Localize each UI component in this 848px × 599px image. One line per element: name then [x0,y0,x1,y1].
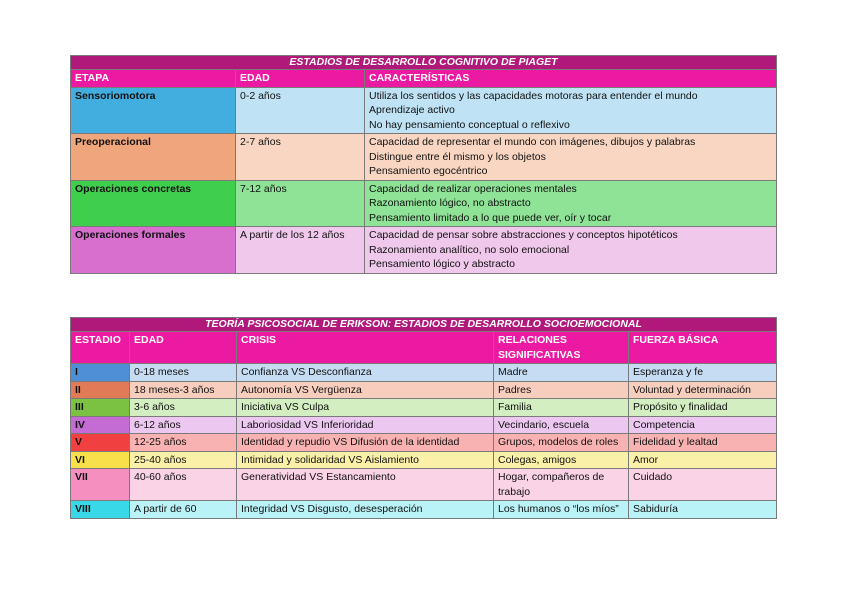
age-cell: 40-60 años [130,469,237,501]
strength-cell: Fidelidad y lealtad [629,434,777,452]
relations-cell: Grupos, modelos de roles [494,434,629,452]
table-row [71,501,777,519]
table-row [71,87,777,134]
crisis-cell: Confianza VS Desconfianza [237,364,494,382]
relations-cell: Colegas, amigos [494,451,629,469]
characteristics-cell [365,227,777,274]
age-cell: 3-6 años [130,399,237,417]
relations-cell: Padres [494,381,629,399]
erikson-title: TEORÍA PSICOSOCIAL DE ERIKSON: ESTADIOS DE DESARROLLO SOCIOEMOCIONAL [71,318,777,332]
characteristic-line: Razonamiento analítico, no solo emocional [369,243,570,256]
stage-cell: VIII [71,501,130,519]
header-crisis: CRISIS [237,332,494,364]
erikson-table [70,317,777,519]
header-edad: EDAD [236,70,365,88]
header-etapa: ETAPA [71,70,236,88]
piaget-title: ESTADIOS DE DESARROLLO COGNITIVO DE PIAGET [71,56,777,70]
header-caracteristicas: CARACTERÍSTICAS [365,70,777,88]
characteristic-line: Pensamiento limitado a lo que puede ver, oír y tocar [369,211,612,224]
age-cell: 25-40 años [130,451,237,469]
characteristic-line: Distingue entre él mismo y los objetos [369,150,546,163]
table-row [71,227,777,274]
age-cell: 7-12 años [236,180,365,227]
relations-cell: Vecindario, escuela [494,416,629,434]
table-row [71,416,777,434]
stage-cell: Preoperacional [71,134,236,181]
table-row [71,364,777,382]
age-cell: 6-12 años [130,416,237,434]
crisis-cell: Intimidad y solidaridad VS Aislamiento [237,451,494,469]
age-cell: 0-18 meses [130,364,237,382]
age-cell: A partir de los 12 años [236,227,365,274]
header-edad: EDAD [130,332,237,364]
table-row [71,180,777,227]
characteristic-line: Pensamiento egocéntrico [369,165,488,177]
table-row [71,134,777,181]
age-cell: A partir de 60 [130,501,237,519]
strength-cell: Cuidado [629,469,777,501]
stage-cell: III [71,399,130,417]
characteristic-line: Pensamiento lógico y abstracto [369,258,515,270]
characteristic-line: Capacidad de pensar sobre abstracciones y conceptos hipotéticos [369,229,678,241]
strength-cell: Competencia [629,416,777,434]
relations-cell: Madre [494,364,629,382]
stage-cell: Operaciones concretas [71,180,236,227]
characteristics-cell [365,87,777,134]
stage-cell: V [71,434,130,452]
table-row [71,451,777,469]
crisis-cell: Iniciativa VS Culpa [237,399,494,417]
header-relaciones: RELACIONES SIGNIFICATIVAS [494,332,629,364]
stage-cell: Sensoriomotora [71,87,236,134]
characteristic-line: Capacidad de representar el mundo con imágenes, dibujos y palabras [369,136,696,148]
table-row [71,399,777,417]
crisis-cell: Laboriosidad VS Inferioridad [237,416,494,434]
relations-cell: Familia [494,399,629,417]
characteristics-cell [365,180,777,227]
crisis-cell: Integridad VS Disgusto, desesperación [237,501,494,519]
table-row [71,434,777,452]
strength-cell: Propósito y finalidad [629,399,777,417]
age-cell: 0-2 años [236,87,365,134]
strength-cell: Esperanza y fe [629,364,777,382]
header-fuerza: FUERZA BÁSICA [629,332,777,364]
crisis-cell: Generatividad VS Estancamiento [237,469,494,501]
stage-cell: II [71,381,130,399]
stage-cell: VI [71,451,130,469]
crisis-cell: Identidad y repudio VS Difusión de la identidad [237,434,494,452]
stage-cell: I [71,364,130,382]
characteristic-line: Capacidad de realizar operaciones mentales [369,182,577,195]
age-cell: 18 meses-3 años [130,381,237,399]
relations-cell: Los humanos o “los míos” [494,501,629,519]
crisis-cell: Autonomía VS Vergüenza [237,381,494,399]
characteristics-cell [365,134,777,181]
strength-cell: Amor [629,451,777,469]
characteristic-line: Aprendizaje activo [369,104,455,116]
table-row [71,469,777,501]
characteristic-line: No hay pensamiento conceptual o reflexivo [369,118,570,131]
table-row [71,381,777,399]
age-cell: 12-25 años [130,434,237,452]
strength-cell: Sabiduría [629,501,777,519]
characteristic-line: Utiliza los sentidos y las capacidades motoras para entender el mundo [369,89,698,102]
relations-cell: Hogar, compañeros de trabajo [494,469,629,501]
stage-cell: IV [71,416,130,434]
strength-cell: Voluntad y determinación [629,381,777,399]
characteristic-line: Razonamiento lógico, no abstracto [369,197,531,209]
header-estadio: ESTADIO [71,332,130,364]
stage-cell: VII [71,469,130,501]
age-cell: 2-7 años [236,134,365,181]
piaget-table [70,55,777,274]
stage-cell: Operaciones formales [71,227,236,274]
